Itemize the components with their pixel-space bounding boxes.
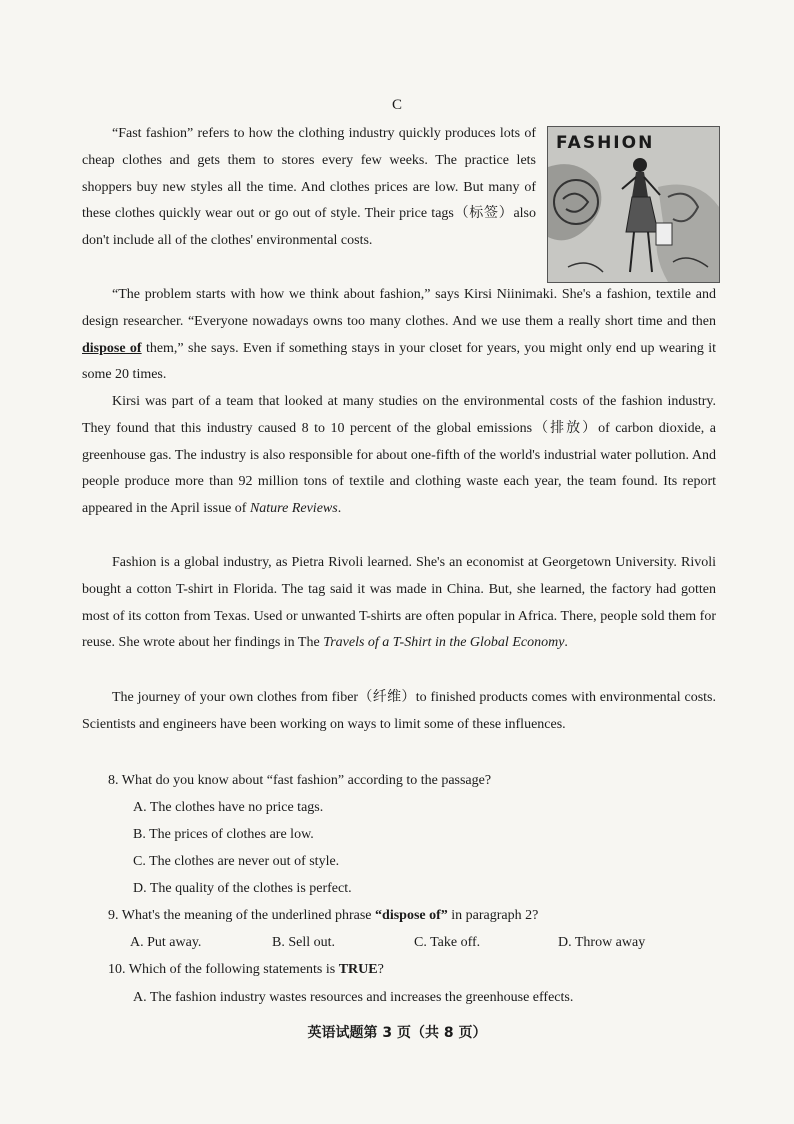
question-9-option-c[interactable]: C. Take off.: [414, 935, 481, 950]
question-9-stem-a: 9. What's the meaning of the underlined phrase: [108, 908, 376, 923]
paragraph-2-text-a: “The problem starts with how we think about fashion,” says Kirsi Niinimaki. She's a fashion, textile and design researcher. “Everyone nowadays owns too many clothes. And we use them a really short time and then: [82, 287, 716, 329]
question-8-option-d[interactable]: D. The quality of the clothes is perfect.: [133, 881, 352, 896]
journal-title: Nature Reviews: [249, 501, 338, 517]
book-title: Travels of a T-Shirt in the Global Economy: [323, 635, 565, 651]
paragraph-3-text-b: .: [337, 501, 342, 517]
question-10-stem-a: 10. Which of the following statements is: [108, 962, 339, 977]
paragraph-4-text-a: Fashion is a global industry, as Pietra Rivoli learned. She's an economist at Georgetown University. Rivoli bought a cotton T-shirt in Florida. The tag said it was made in China. But, she learned, the factory had gotten most of its cotton from Texas. Used or unwanted T-shirts are often popular in Africa. There, people sold them for reuse. She wrote about her findings in The: [82, 555, 716, 651]
question-8-stem: 8. What do you know about “fast fashion” according to the passage?: [108, 773, 492, 788]
fashion-illustration: [547, 126, 720, 283]
paragraph-2: [82, 282, 716, 389]
paragraph-5: [82, 685, 716, 739]
question-9-stem: [108, 906, 538, 926]
question-9-option-b[interactable]: B. Sell out.: [272, 935, 336, 950]
question-8-option-b[interactable]: B. The prices of clothes are low.: [133, 827, 314, 842]
section-letter: C: [391, 97, 402, 113]
paragraph-2-text-b: them,” she says. Even if something stays in your closet for years, you might only end up wearing it some 20 times.: [82, 340, 717, 383]
question-10-option-a[interactable]: A. The fashion industry wastes resources and increases the greenhouse effects.: [133, 990, 574, 1005]
figure-title: FASHION: [556, 133, 655, 153]
question-9-option-d[interactable]: D. Throw away: [558, 935, 646, 950]
paragraph-3: [82, 389, 716, 523]
question-8-option-a[interactable]: A. The clothes have no price tags.: [133, 800, 324, 815]
paragraph-4: [82, 550, 716, 657]
paragraph-5-text: The journey of your own clothes from fiber（纤维）to finished products comes with environmental costs. Scientists and engineers have been working on ways to limit some of these influences.: [82, 690, 716, 732]
paragraph-1-text: “Fast fashion” refers to how the clothing industry quickly produces lots of cheap clothes and gets them to stores every few weeks. The practice lets shoppers buy new styles all the time. And clothes prices are low. But many of these clothes quickly wear out or go out of style. Their price tags（标签）also don't include all of the clothes' environmental costs.: [82, 126, 536, 249]
page-footer: 英语试题第 3 页（共 8 页）: [307, 1025, 487, 1041]
paragraph-4-text-b: .: [564, 635, 568, 651]
question-9-stem-b: in paragraph 2?: [447, 908, 539, 923]
question-8-option-c[interactable]: C. The clothes are never out of style.: [133, 854, 340, 869]
question-10-term: TRUE: [338, 962, 378, 977]
paragraph-3-text-a: Kirsi was part of a team that looked at many studies on the environmental costs of the fashion industry. They found that this industry caused 8 to 10 percent of the global emissions（排放）of carbon dioxide, a greenhouse gas. The industry is also responsible for about one-fifth of the world's industrial water pollution. And people produce more than 92 million tons of textile and clothing waste each year, the team found. Its report appeared in the April issue of: [82, 394, 716, 517]
question-10-stem: [108, 960, 384, 980]
question-9-option-a[interactable]: A. Put away.: [130, 935, 202, 950]
question-9-term: “dispose of”: [375, 908, 448, 923]
underlined-phrase: dispose of: [82, 340, 142, 356]
question-10-stem-b: ?: [377, 962, 384, 977]
paragraph-1: [82, 121, 536, 255]
